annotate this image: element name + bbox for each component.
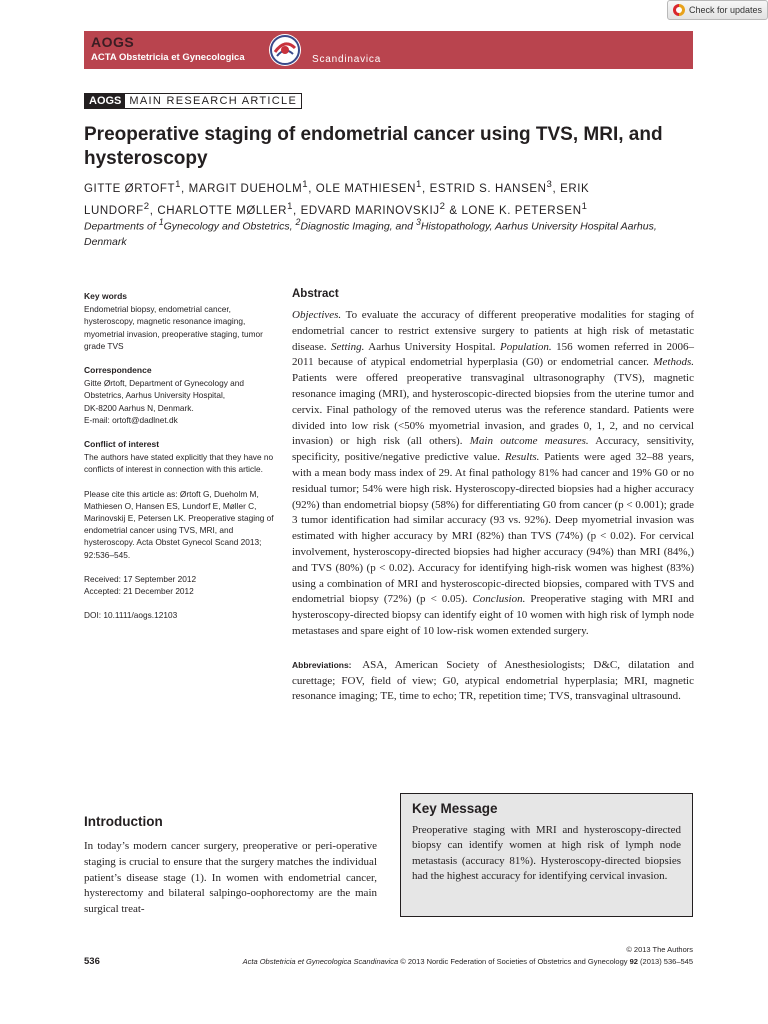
author-affil-sup: 1 [416,179,422,190]
correspondence-email[interactable]: E-mail: ortoft@dadlnet.dk [84,414,178,425]
author-separator: , [293,204,301,217]
article-type-label [84,93,302,109]
correspondence-section [84,364,274,426]
affil-text: Histopathology, Aarhus University Hospital Aarhus, Denmark [84,220,657,248]
author-separator: , [149,204,158,217]
abstract-heading: Abstract [292,288,339,300]
dates-section [84,573,274,597]
abstract-subheading: Population. [500,340,552,353]
journal-name: ACTA Obstetricia et Gynecologica [91,52,245,63]
author-separator: & [445,204,462,217]
abstract-subheading: Objectives. [292,309,342,321]
doi-section [84,609,274,621]
affil-sup: 3 [415,217,421,227]
footer-pages: (2013) 536–545 [637,957,693,966]
conflict-heading: Conflict of interest [84,439,160,450]
article-title: Preoperative staging of endometrial cancer using TVS, MRI, and hysteroscopy [84,124,663,169]
abbreviations-text: ASA, American Society of Anesthesiologists; D&C, dilatation and curettage; FOV, field of view; G0, atypical endometrial hyperplasia; MRI, magnetic resonance imaging; TE, time to echo; TR, repetition time; TVS, transvaginal ultrasound. [292,658,694,703]
author-name: MARGIT DUEHOLM [188,182,303,195]
accepted-date: Accepted: 21 December 2012 [84,586,194,597]
journal-banner [84,31,693,69]
abstract-segment: Patients were aged 32–88 years, with a mean body mass index of 29. At final pathology 81% had cancer and 19% G0 or no residual tumor; 54% were high risk. Hysteroscopy-directed biopsies had a higher accuracy (92%) than endometrial biopsy (58%) for differentiating G0 from cancer (p < 0.001); grade 3 tumor identification had similar accuracy (93 vs. 92%). Deep myometrial invasion was estimated with higher accuracy by MRI (82%) than TVS (74%) (p < 0.02). For cervical involvement, hysteroscopy-directed biopsies had higher accuracy (94%) than MRI (84%,) and TVS (80%) (p < 0.02). Accuracy for identifying high-risk women was highest (83%) using a combination of MRI and hysteroscopic-directed biopsies, compared with TVS and endometrial biopsy (72%) (p < 0.05). [292,451,694,606]
abstract-segment: Accuracy, sensitivity, specificity, positive/negative predictive value. [292,435,694,464]
introduction-heading: Introduction [84,814,163,829]
abbreviations-label: Abbreviations: [292,659,352,670]
abstract-subheading: Methods. [653,356,694,369]
affil-text: Diagnostic Imaging, and [300,220,416,233]
footer-copyright: © 2013 The Authors [626,945,693,954]
author-separator: , [181,182,189,195]
affil-sup: 1 [158,217,164,227]
abstract-subheading: Conclusion. [472,593,526,606]
received-date: Received: 17 September 2012 [84,573,197,584]
author-name: LONE K. PETERSEN [461,204,582,217]
abstract-subheading: Setting. [331,340,365,353]
page-number: 536 [84,956,100,967]
abbreviations [292,658,694,705]
author-affil-sup: 1 [175,179,182,190]
keywords-section [84,290,274,352]
keywords-text: Endometrial biopsy, endometrial cancer, hysteroscopy, magnetic resonance imaging, myometrial invasion, preoperative staging, tumor grade TVS [84,304,263,351]
abstract-segment: 156 women referred in 2006–2011 because of atypical endometrial hyperplasia (G0) or endometrial cancer. [292,340,694,369]
footer-journal-citation [243,957,693,966]
conflict-text: The authors have stated explicitly that they have no conflicts of interest in connection with this article. [84,452,274,475]
author-affil-sup: 1 [302,179,309,190]
abstract-subheading: Main outcome measures. [469,435,589,448]
introduction-text: In today’s modern cancer surgery, preoperative or peri-operative staging is crucial to ensure that the surgery matches the individual patient’s disease stage (1). In women with endometrial cancer, hysterectomy and bilateral salpingo-oophorectomy are the main surgical treat- [84,840,377,916]
correspondence-line: Gitte Ørtoft, Department of Gynecology and [84,378,245,389]
crossmark-icon [673,4,685,16]
key-message-box [400,793,693,917]
author-name: ESTRID S. HANSEN [429,182,547,195]
author-separator: , [308,182,316,195]
affiliations [84,215,684,250]
footer-journal-name: Acta Obstetricia et Gynecologica Scandinavica [242,957,399,966]
affil-prefix: Departments of [84,220,159,233]
author-separator: , [552,182,561,195]
article-type-text: MAIN RESEARCH ARTICLE [129,95,298,107]
author-affil-sup: 1 [581,200,588,212]
abstract-segment: Aarhus University Hospital. [364,340,501,353]
affil-text: Gynecology and Obstetrics, [163,220,296,233]
affil-sup: 2 [295,217,301,227]
correspondence-line: Obstetrics, Aarhus University Hospital, [84,390,226,401]
article-type-tag: AOGS [85,94,125,108]
check-for-updates-button[interactable] [667,0,768,20]
abstract-text [292,308,694,640]
author-name: OLE MATHIESEN [315,182,417,195]
author-affil-sup: 3 [546,179,553,190]
abstract-subheading: Results. [504,451,540,464]
author-affil-sup: 1 [287,200,293,212]
key-message-text: Preoperative staging with MRI and hysteroscopy-directed biopsy can identify women at high risk of lymph node metastasis (accuracy 81%). Hysteroscopy-directed biopsies had the highest accuracy for identifying cervical invasion. [412,824,681,883]
journal-name-suffix: Scandinavica [312,54,382,65]
citation-section [84,488,274,561]
author-name: CHARLOTTE MØLLER [157,204,288,217]
doi-link[interactable]: DOI: 10.1111/aogs.12103 [84,610,178,621]
author-name: ERIK LUNDORF [84,182,590,217]
author-affil-sup: 2 [439,200,446,212]
citation-text: Please cite this article as: Ørtoft G, Dueholm M, Mathiesen O, Hansen ES, Lundorf E, Møller C, Marinovskij E, Petersen LK. Preoperative staging of endometrial cancer using TVS, MRI, and hysteroscopy. Acta Obstet Gynecol Scand 2013; 92:536–545. [84,488,274,560]
introduction-section [84,814,377,918]
author-separator: , [421,182,430,195]
abstract-segment: Preoperative staging with MRI and hysteroscopy-directed biopsy can identify eight of 10 women with high risk of lymph node metastases and spare eight of 10 low-risk women extended surgery. [292,593,694,637]
author-list [84,176,704,220]
check-for-updates-label: Check for updates [689,5,763,15]
author-name: GITTE ØRTOFT [84,182,176,195]
conflict-section [84,438,274,476]
author-affil-sup: 2 [143,200,150,212]
journal-abbrev: AOGS [91,34,135,50]
abstract-section [292,288,694,705]
correspondence-heading: Correspondence [84,365,152,376]
correspondence-line: DK-8200 Aarhus N, Denmark. [84,402,194,413]
abstract-segment: To evaluate the accuracy of different preoperative modalities for staging of endometrial cancer to restrict extensive surgery to patients at high risk of metastatic disease. [292,309,694,353]
article-sidebar [84,290,274,633]
key-message-heading: Key Message [412,801,498,816]
keywords-heading: Key words [84,291,127,301]
footer-volume: 92 [629,957,638,966]
journal-logo-icon [269,34,301,66]
author-name: EDVARD MARINOVSKIJ [300,204,440,217]
abstract-segment: Patients were offered preoperative transvaginal ultrasonography (TVS), magnetic resonance imaging (MRI), and hysteroscopic-directed biopsies from the uterine tumor and cervix. Final pathology of the removed uterus was the reference standard. Patients were divided into low risk (<50% myometrial invasion, and grades 0, 1, 2, and no cervical invasion) or high risk (all others). [292,372,694,448]
footer-journal-rest: © 2013 Nordic Federation of Societies of Obstetrics and Gynecology [398,957,630,966]
